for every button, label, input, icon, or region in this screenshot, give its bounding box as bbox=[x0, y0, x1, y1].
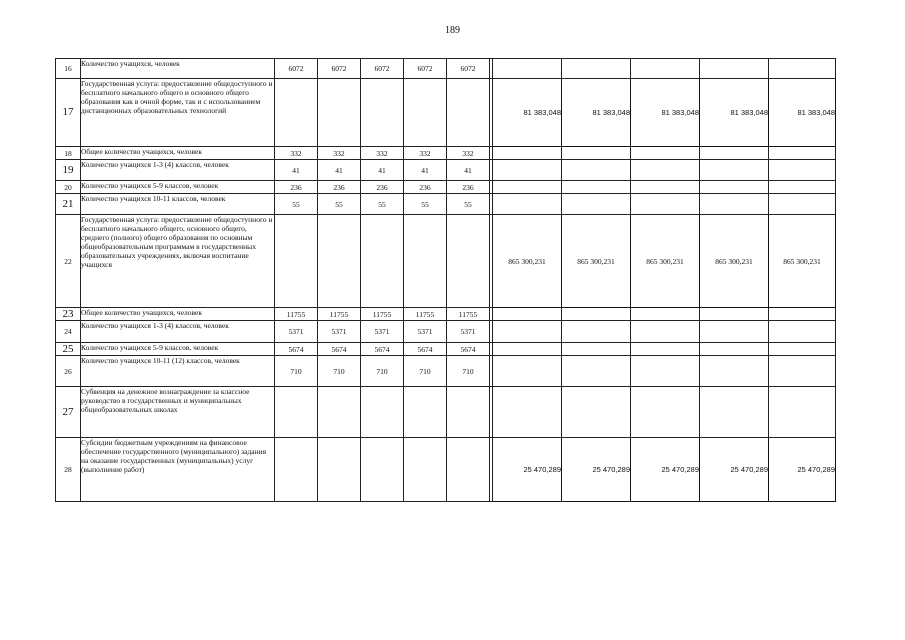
quantity-cell: 332 bbox=[447, 147, 490, 160]
amount-cell: 25 470,289 bbox=[700, 438, 769, 502]
quantity-cell: 5674 bbox=[275, 343, 318, 356]
row-description: Количество учащихся 1-3 (4) классов, человек bbox=[81, 160, 275, 181]
amount-cell: 81 383,048 bbox=[700, 79, 769, 147]
amount-cell: 25 470,289 bbox=[631, 438, 700, 502]
quantity-cell: 55 bbox=[447, 194, 490, 215]
quantity-cell bbox=[447, 215, 490, 308]
amount-cell bbox=[769, 343, 836, 356]
quantity-cell bbox=[404, 438, 447, 502]
amount-cell bbox=[562, 147, 631, 160]
quantity-cell: 55 bbox=[275, 194, 318, 215]
quantity-cell: 11755 bbox=[361, 308, 404, 321]
amount-cell bbox=[700, 321, 769, 343]
amount-cell: 25 470,289 bbox=[769, 438, 836, 502]
amount-cell bbox=[769, 308, 836, 321]
amount-cell bbox=[493, 147, 562, 160]
table-row bbox=[56, 343, 836, 356]
quantity-cell: 11755 bbox=[404, 308, 447, 321]
amount-cell: 865 300,231 bbox=[562, 215, 631, 308]
amount-cell: 25 470,289 bbox=[493, 438, 562, 502]
row-number: 22 bbox=[56, 215, 81, 308]
quantity-cell: 11755 bbox=[318, 308, 361, 321]
amount-cell bbox=[700, 387, 769, 438]
quantity-cell bbox=[404, 387, 447, 438]
amount-cell bbox=[700, 59, 769, 79]
quantity-cell: 5674 bbox=[447, 343, 490, 356]
amount-cell bbox=[700, 356, 769, 387]
table-row bbox=[56, 387, 836, 438]
row-number: 20 bbox=[56, 181, 81, 194]
amount-cell bbox=[493, 194, 562, 215]
row-description: Общее количество учащихся, человек bbox=[81, 147, 275, 160]
quantity-cell: 236 bbox=[361, 181, 404, 194]
amount-cell bbox=[631, 308, 700, 321]
quantity-cell: 332 bbox=[361, 147, 404, 160]
amount-cell bbox=[769, 321, 836, 343]
amount-cell bbox=[769, 181, 836, 194]
table-row bbox=[56, 59, 836, 79]
table-row bbox=[56, 356, 836, 387]
quantity-cell: 5674 bbox=[318, 343, 361, 356]
quantity-cell bbox=[361, 215, 404, 308]
amount-cell bbox=[631, 181, 700, 194]
amount-cell bbox=[631, 147, 700, 160]
amount-cell bbox=[562, 308, 631, 321]
amount-cell bbox=[562, 343, 631, 356]
quantity-cell: 332 bbox=[318, 147, 361, 160]
quantity-cell bbox=[404, 79, 447, 147]
quantity-cell: 6072 bbox=[275, 59, 318, 79]
quantity-cell: 710 bbox=[361, 356, 404, 387]
quantity-cell: 710 bbox=[404, 356, 447, 387]
amount-cell: 81 383,048 bbox=[562, 79, 631, 147]
amount-cell: 865 300,231 bbox=[493, 215, 562, 308]
quantity-cell: 236 bbox=[318, 181, 361, 194]
row-description: Количество учащихся 5-9 классов, человек bbox=[81, 343, 275, 356]
quantity-cell bbox=[361, 79, 404, 147]
row-number: 26 bbox=[56, 356, 81, 387]
quantity-cell bbox=[361, 438, 404, 502]
amount-cell bbox=[562, 59, 631, 79]
amount-cell bbox=[562, 356, 631, 387]
quantity-cell: 6072 bbox=[447, 59, 490, 79]
row-description: Количество учащихся 5-9 классов, человек bbox=[81, 181, 275, 194]
table-row bbox=[56, 321, 836, 343]
amount-cell bbox=[700, 194, 769, 215]
row-description: Субвенция на денежное вознаграждение за классное руководство в государственных и муниципальных общеобразовательных школах bbox=[81, 387, 275, 438]
amount-cell bbox=[493, 59, 562, 79]
amount-cell bbox=[700, 160, 769, 181]
amount-cell bbox=[700, 181, 769, 194]
quantity-cell: 5371 bbox=[404, 321, 447, 343]
row-description: Количество учащихся, человек bbox=[81, 59, 275, 79]
amount-cell bbox=[769, 160, 836, 181]
table-row bbox=[56, 181, 836, 194]
amount-cell: 81 383,048 bbox=[493, 79, 562, 147]
amount-cell bbox=[562, 160, 631, 181]
amount-cell bbox=[493, 387, 562, 438]
amount-cell bbox=[769, 59, 836, 79]
quantity-cell bbox=[318, 387, 361, 438]
page-number: 189 bbox=[445, 25, 460, 36]
quantity-cell: 11755 bbox=[275, 308, 318, 321]
amount-cell bbox=[700, 343, 769, 356]
quantity-cell: 6072 bbox=[404, 59, 447, 79]
quantity-cell bbox=[275, 215, 318, 308]
row-number: 28 bbox=[56, 438, 81, 502]
quantity-cell: 55 bbox=[361, 194, 404, 215]
quantity-cell: 41 bbox=[275, 160, 318, 181]
table-row bbox=[56, 438, 836, 502]
budget-table bbox=[55, 58, 836, 502]
row-description: Количество учащихся 10-11 (12) классов, человек bbox=[81, 356, 275, 387]
quantity-cell: 6072 bbox=[361, 59, 404, 79]
amount-cell: 865 300,231 bbox=[769, 215, 836, 308]
amount-cell bbox=[562, 194, 631, 215]
amount-cell: 81 383,048 bbox=[769, 79, 836, 147]
row-number: 27 bbox=[56, 387, 81, 438]
quantity-cell: 710 bbox=[275, 356, 318, 387]
amount-cell bbox=[493, 343, 562, 356]
amount-cell bbox=[631, 194, 700, 215]
row-description: Количество учащихся 1-3 (4) классов, человек bbox=[81, 321, 275, 343]
quantity-cell bbox=[447, 438, 490, 502]
quantity-cell bbox=[318, 438, 361, 502]
quantity-cell bbox=[447, 79, 490, 147]
quantity-cell: 236 bbox=[447, 181, 490, 194]
amount-cell bbox=[493, 308, 562, 321]
table-row bbox=[56, 215, 836, 308]
quantity-cell: 236 bbox=[275, 181, 318, 194]
table-row bbox=[56, 308, 836, 321]
quantity-cell: 5371 bbox=[447, 321, 490, 343]
row-description: Количество учащихся 10-11 классов, человек bbox=[81, 194, 275, 215]
row-number: 16 bbox=[56, 59, 81, 79]
amount-cell bbox=[493, 356, 562, 387]
amount-cell bbox=[769, 356, 836, 387]
row-number: 17 bbox=[56, 79, 81, 147]
amount-cell bbox=[562, 387, 631, 438]
row-number: 23 bbox=[56, 308, 81, 321]
quantity-cell: 41 bbox=[361, 160, 404, 181]
row-description: Субсидии бюджетным учреждениям на финансовое обеспечение государственного (муниципального) задания на оказание государственных (муниципальных) услуг (выполнение работ) bbox=[81, 438, 275, 502]
amount-cell bbox=[631, 321, 700, 343]
quantity-cell: 5674 bbox=[361, 343, 404, 356]
row-number: 18 bbox=[56, 147, 81, 160]
amount-cell bbox=[769, 194, 836, 215]
amount-cell bbox=[493, 181, 562, 194]
quantity-cell: 55 bbox=[404, 194, 447, 215]
row-description: Государственная услуга: предоставление общедоступного и бесплатного начального общего и основного общего образования как в очной форме, так и с использованием дистанционных образовательных технологий bbox=[81, 79, 275, 147]
quantity-cell bbox=[275, 79, 318, 147]
amount-cell: 81 383,048 bbox=[631, 79, 700, 147]
quantity-cell: 332 bbox=[275, 147, 318, 160]
row-description: Общее количество учащихся, человек bbox=[81, 308, 275, 321]
quantity-cell: 710 bbox=[447, 356, 490, 387]
quantity-cell bbox=[404, 215, 447, 308]
quantity-cell: 236 bbox=[404, 181, 447, 194]
quantity-cell: 11755 bbox=[447, 308, 490, 321]
quantity-cell bbox=[447, 387, 490, 438]
amount-cell bbox=[769, 387, 836, 438]
quantity-cell: 41 bbox=[447, 160, 490, 181]
quantity-cell: 5674 bbox=[404, 343, 447, 356]
quantity-cell: 41 bbox=[404, 160, 447, 181]
quantity-cell: 55 bbox=[318, 194, 361, 215]
amount-cell bbox=[493, 321, 562, 343]
amount-cell bbox=[562, 321, 631, 343]
amount-cell: 25 470,289 bbox=[562, 438, 631, 502]
quantity-cell bbox=[318, 79, 361, 147]
amount-cell bbox=[493, 160, 562, 181]
row-number: 25 bbox=[56, 343, 81, 356]
amount-cell bbox=[769, 147, 836, 160]
quantity-cell: 5371 bbox=[361, 321, 404, 343]
amount-cell: 865 300,231 bbox=[700, 215, 769, 308]
amount-cell bbox=[631, 356, 700, 387]
amount-cell: 865 300,231 bbox=[631, 215, 700, 308]
amount-cell bbox=[631, 160, 700, 181]
quantity-cell: 5371 bbox=[275, 321, 318, 343]
table-row bbox=[56, 194, 836, 215]
quantity-cell: 332 bbox=[404, 147, 447, 160]
quantity-cell bbox=[275, 438, 318, 502]
amount-cell bbox=[562, 181, 631, 194]
row-number: 19 bbox=[56, 160, 81, 181]
quantity-cell bbox=[275, 387, 318, 438]
table-row bbox=[56, 160, 836, 181]
amount-cell bbox=[700, 308, 769, 321]
row-description: Государственная услуга: предоставление общедоступного и бесплатного начального общего, основного общего, среднего (полного) общего образования по основным общеобразовательным программам в государственных образовательных учреждениях, включая воспитание учащихся bbox=[81, 215, 275, 308]
row-number: 24 bbox=[56, 321, 81, 343]
quantity-cell: 710 bbox=[318, 356, 361, 387]
quantity-cell: 5371 bbox=[318, 321, 361, 343]
quantity-cell: 6072 bbox=[318, 59, 361, 79]
amount-cell bbox=[631, 59, 700, 79]
quantity-cell: 41 bbox=[318, 160, 361, 181]
amount-cell bbox=[631, 387, 700, 438]
table-row bbox=[56, 147, 836, 160]
amount-cell bbox=[700, 147, 769, 160]
quantity-cell bbox=[318, 215, 361, 308]
table-row bbox=[56, 79, 836, 147]
amount-cell bbox=[631, 343, 700, 356]
quantity-cell bbox=[361, 387, 404, 438]
row-number: 21 bbox=[56, 194, 81, 215]
